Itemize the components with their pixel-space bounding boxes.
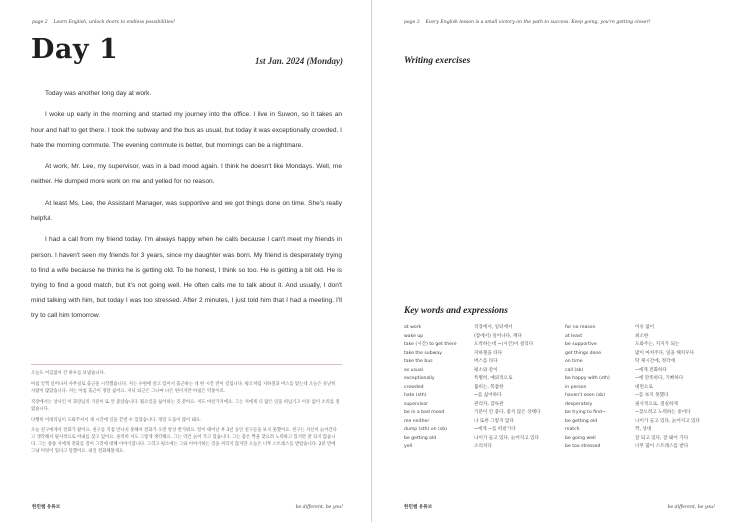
- vocab-english: at least: [565, 333, 583, 339]
- vocab-english: be getting old: [565, 418, 598, 424]
- translation-paragraph: 오늘도 어김없이 긴 하루를 보냈습니다.: [31, 371, 106, 376]
- vocab-english: match: [565, 427, 580, 432]
- vocab-korean: 대면으로: [635, 384, 653, 390]
- vocab-row: [404, 426, 540, 435]
- vocab-korean: 도와주는, 지지가 되는: [635, 342, 680, 347]
- vocab-english: be getting old: [404, 435, 437, 441]
- translation-paragraph: 다행히 이대리님이 도와주셔서 제 시간에 일을 끝낼 수 있었습니다. 정말 도움이 많이 돼요.: [31, 417, 202, 423]
- vocab-korean: 나이가 들고 있다, 늙어지고 있다: [474, 435, 539, 441]
- vocab-row: [404, 333, 540, 342]
- vocab-english: desperately: [565, 401, 593, 407]
- vocab-korean: 도착하는데 ~(시간)이 걸리다: [474, 342, 534, 347]
- header-tagline: Learn English, unlock doors to endless possibilities!: [53, 20, 176, 25]
- page-number: page 2: [32, 20, 48, 25]
- vocab-row: [565, 333, 700, 342]
- vocab-korean: 나이가 들고 있다, 늙어지고 있다: [635, 418, 700, 424]
- vocab-korean: 짝, 상대: [635, 427, 652, 432]
- vocab-korean: 많이 마쳐주다, 일을 해치우다: [635, 350, 695, 356]
- vocab-row: [404, 418, 540, 427]
- vocab-row: [565, 443, 700, 452]
- vocab-english: be supportive: [565, 342, 597, 347]
- vocab-row: [404, 401, 540, 410]
- translation-paragraph: 직장에서는 상사인 이 과장님의 기분이 또 안 좋았습니다. 월요일을 싫어하는 것 같아요. 저도 마찬가지에요. 그는 저에게 더 많은 일을 떠넘기고 이유 없이 소리를 질렀습니다.: [31, 399, 340, 412]
- vocab-korean: 버스를 타다: [474, 359, 498, 364]
- vocab-korean: 지하철을 타다: [474, 350, 503, 356]
- key-words-title: Key words and expressions: [404, 306, 508, 316]
- page-number: page 3: [404, 20, 420, 25]
- vocab-korean: 이유 없이: [635, 325, 655, 330]
- diary-date: 1st Jan. 2024 (Monday): [254, 56, 343, 66]
- vocab-english: take the bus: [404, 359, 433, 364]
- vocab-row: [565, 435, 700, 444]
- vocab-korean: ~를 싫어하다: [474, 393, 502, 398]
- vocab-korean: ~에게 전화하다: [635, 367, 667, 373]
- writing-exercises-title: Writing exercises: [404, 56, 471, 66]
- vocab-row: [565, 324, 700, 333]
- vocab-row: [404, 392, 540, 401]
- vocab-english: supervisor: [404, 401, 429, 407]
- vocab-english: haven't seen (sb): [565, 393, 606, 398]
- vocab-english: call (sb): [565, 367, 584, 373]
- vocab-korean: 붐비는, 복잡한: [474, 384, 504, 390]
- vocab-english: in person: [565, 384, 587, 390]
- vocab-korean: 평소와 같이: [474, 367, 498, 373]
- vocab-english: dump (sth) on (sb): [404, 427, 447, 432]
- vocab-row: [565, 358, 700, 367]
- vocab-korean: 소리치다: [474, 444, 492, 449]
- vocab-row: [404, 435, 540, 444]
- vocab-english: for no reason: [565, 325, 596, 330]
- vocab-english: be going well: [565, 435, 596, 441]
- vocab-row: [404, 409, 540, 418]
- vocab-english: hate (sth): [404, 393, 427, 398]
- vocab-row: [565, 341, 700, 350]
- footer-slogan: be different, be you!: [667, 505, 715, 510]
- vocab-korean: 너무 많이 스트레스를 받다: [635, 444, 689, 449]
- vocab-english: be too stressed: [565, 444, 601, 449]
- vocab-korean: ~를 보지 못했다: [635, 393, 669, 398]
- vocab-row: [404, 375, 540, 384]
- vocab-english: be in a bad mood: [404, 410, 445, 415]
- vocab-korean: (잠에서) 일어나다, 깨다: [474, 333, 522, 339]
- diary-paragraph: I woke up early in the morning and started my journey into the office. I live in Suwon, so it takes an hour and half to get there. I took the subway and the bus as usual, but today it was exceptionally crowded. I hate the morning commute. The evening commute is better, but mornings can be a nightmare.: [31, 111, 342, 149]
- vocab-row: [404, 350, 540, 359]
- vocab-english: be trying to find~: [565, 410, 606, 415]
- header-tagline: Every English lesson is a small victory on the path to success. Keep going, you're getting closer!: [425, 20, 651, 25]
- day-title: Day 1: [31, 34, 119, 65]
- vocab-row: [404, 443, 540, 452]
- vocab-row: [565, 384, 700, 393]
- vocab-row: [565, 409, 700, 418]
- vocab-row: [565, 375, 700, 384]
- vocab-row: [404, 358, 540, 367]
- vocab-english: exceptionally: [404, 376, 435, 381]
- vocab-column-2: [565, 324, 700, 452]
- vocab-row: [404, 341, 540, 350]
- section-divider: [31, 364, 342, 365]
- vocab-english: me neither: [404, 418, 430, 424]
- translation-paragraph: 아침 일찍 일어나서 사무실로 출근을 시작했습니다. 저는 수원에 살고 있어서 출근하는 데 한 시간 반이 걸립니다. 평소처럼 지하철과 버스를 탔는데 오늘은 유난히 사람이 많았습니다. 저는 아침 출근이 정말 싫어요. 저녁 퇴근은 그나마 나은 편이지만 아침은 악몽이죠.: [31, 381, 336, 394]
- vocab-korean: 딱 제시간에, 정각에: [635, 359, 675, 364]
- footer-brand: 한민쌤 유튜브: [404, 505, 433, 510]
- vocab-korean: 필사적으로, 절실하게: [635, 401, 678, 407]
- left-header: [32, 20, 175, 25]
- vocab-korean: ~에게 ~를 떠맡기다: [474, 427, 516, 432]
- vocab-english: take the subway: [404, 350, 442, 356]
- vocab-korean: 최소한: [635, 333, 649, 339]
- vocab-english: be happy with (sth): [565, 376, 610, 381]
- vocab-english: wake up: [404, 333, 424, 339]
- left-page: [0, 0, 371, 522]
- vocab-korean: ~에 만족하다, 기뻐하다: [635, 376, 684, 381]
- diary-paragraph: At least Ms. Lee, the Assistant Manager, was supportive and we got things done on time. She's really helpful.: [31, 199, 342, 222]
- vocab-row: [404, 367, 540, 376]
- diary-paragraph: At work, Mr. Lee, my supervisor, was in a bad mood again. I think he doesn't like Mondays. Well, me neither. He dumped more work on me and yelled for no reason.: [31, 163, 342, 186]
- vocab-english: get things done: [565, 350, 602, 356]
- vocab-row: [565, 418, 700, 427]
- vocab-english: at work: [404, 325, 422, 330]
- vocab-english: take (시간) to get there: [404, 342, 457, 347]
- vocab-english: as usual: [404, 367, 423, 373]
- korean-translation: [31, 371, 341, 460]
- vocab-korean: 잘 되고 있다, 잘 돼어 가다: [635, 435, 689, 441]
- vocab-korean: 기분이 안 좋다, 좋지 않은 상태다: [474, 410, 541, 415]
- diary-paragraph: I had a call from my friend today. I'm always happy when he calls because I can't meet my friends in person. I haven't seen my friends for 3 years, since my daughter was born. My friend is desperately trying to find a wife because he thinks he is getting old. To be honest, I think so too. He is getting a bit old. He is trying to find a good match, but it's not going well. He often calls me to talk about it. And usually, I don't mind talking with him, but today I was too stressed. After 2 minutes, I just told him that I had a meeting. I'll try to call him tomorrow.: [31, 236, 342, 320]
- vocab-korean: 직장에서, 일터에서: [474, 325, 513, 330]
- vocab-korean: ~찾으려고 노력하는 중이다: [635, 410, 691, 415]
- vocab-row: [565, 350, 700, 359]
- vocab-row: [404, 324, 540, 333]
- vocab-row: [404, 384, 540, 393]
- vocab-column-1: [404, 324, 540, 452]
- vocab-korean: 관리자, 감독관: [474, 401, 504, 407]
- footer-slogan: be different, be you!: [295, 505, 343, 510]
- vocab-korean: 나 또한 그렇지 않다: [474, 418, 514, 424]
- right-header: [404, 20, 650, 25]
- vocab-english: on time: [565, 359, 583, 364]
- vocab-english: crowded: [404, 384, 424, 390]
- vocab-row: [565, 401, 700, 410]
- vocab-row: [565, 426, 700, 435]
- vocab-english: yell: [404, 444, 413, 449]
- diary-body: [31, 86, 342, 330]
- diary-paragraph: Today was another long day at work.: [45, 90, 152, 97]
- vocab-korean: 특별히, 예외적으로: [474, 376, 513, 381]
- footer-brand: 한민쌤 유튜브: [32, 505, 61, 510]
- vocab-row: [565, 367, 700, 376]
- translation-paragraph: 오늘 친구에게서 전화가 왔어요. 친구를 직접 만나지 못해서 전화가 오면 항상 반가워요. 딸이 태어난 후 3년 동안 친구들을 보지 못했어요. 친구는 자신이 늙어간다고 생각해서 필사적으로 아내를 찾고 있어요. 솔직히 저도 그렇게 생각해요. 그는 약간 늙어 가고 있습니다. 그는 좋은 짝을 찾으려 노력하고 있지만 잘 되지 않습니다. 그는 종종 저에게 전화를 걸어 그것에 대해 이야기합니다. 그리고 평소에는 그와 이야기하는 것을 꺼리지 않지만 오늘은 너무 스트레스를 받았습니다. 2분 만에 그냥 미팅이 있다고 말했어요. 내일 전화해볼게요.: [31, 428, 337, 455]
- right-page: [372, 0, 743, 522]
- vocab-row: [565, 392, 700, 401]
